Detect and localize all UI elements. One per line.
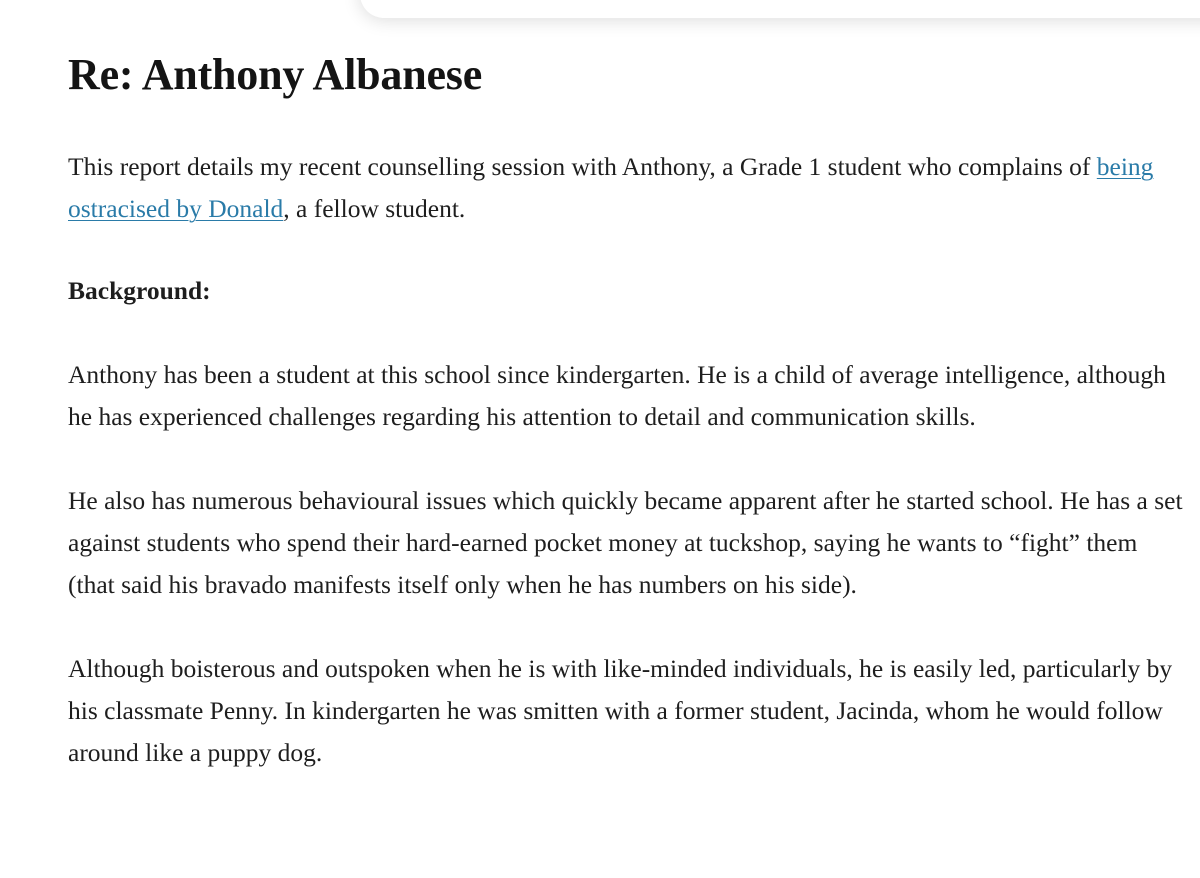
- top-bar-shadow: [360, 0, 1200, 18]
- background-heading: Background:: [68, 276, 211, 305]
- ostracised-link[interactable]: being ostracised by Donald: [68, 152, 1154, 223]
- intro-text-after: , a fellow student.: [283, 194, 466, 223]
- paragraph-3: Although boisterous and outspoken when he is with like-minded individuals, he is easily led, particularly by his classmate Penny. In kindergarten he was smitten with a former student, Jacinda, whom he would follow around like a puppy dog.: [68, 654, 1173, 767]
- paragraph-2: He also has numerous behavioural issues which quickly became apparent after he started school. He has a set against students who spend their hard-earned pocket money at tuckshop, saying he wants to “fight” them (that said his bravado manifests itself only when he has numbers on his side).: [68, 486, 1183, 599]
- intro-paragraph: [68, 146, 1188, 230]
- article-body[interactable]: [68, 48, 1188, 774]
- intro-text-before: This report details my recent counselling session with Anthony, a Grade 1 student who complains of: [68, 152, 1097, 181]
- article-title: Re: Anthony Albanese: [68, 50, 483, 99]
- paragraph-1: Anthony has been a student at this school since kindergarten. He is a child of average intelligence, although he has experienced challenges regarding his attention to detail and communication skills.: [68, 360, 1166, 431]
